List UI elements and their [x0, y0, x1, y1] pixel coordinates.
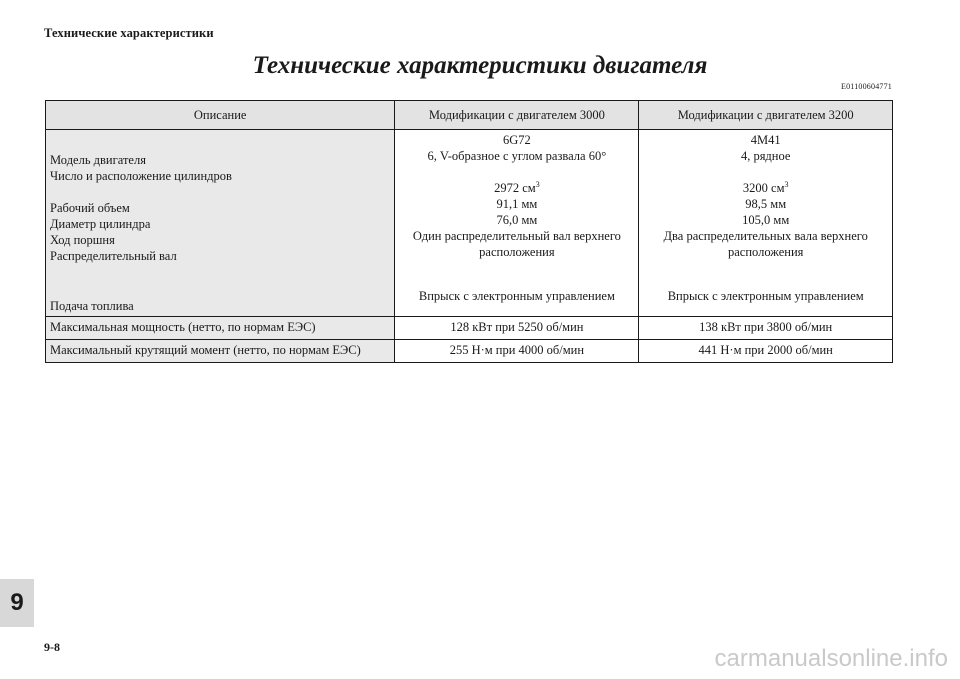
label-fuel: Подача топлива — [50, 299, 134, 313]
table-header-row — [46, 101, 893, 130]
value-model-3000: 6G72 — [503, 133, 531, 147]
section-code: E01100604771 — [841, 82, 892, 91]
engine-spec-table — [45, 100, 893, 363]
engine-3200-cell — [639, 130, 893, 317]
value-camshaft-3000: Один распределительный вал верхнего расположения — [412, 229, 621, 259]
value-bore-3200: 98,5 мм — [745, 197, 787, 211]
value-stroke-3000: 76,0 мм — [496, 213, 538, 227]
label-camshaft: Распределительный вал — [50, 249, 177, 263]
table-row — [46, 130, 893, 317]
value-cylinders-3200: 4, рядное — [740, 149, 791, 163]
description-cell — [46, 130, 395, 317]
label-bore: Диаметр цилиндра — [50, 217, 151, 231]
page-number: 9-8 — [44, 640, 60, 654]
engine-3000-cell — [395, 130, 639, 317]
chapter-tab: 9 — [0, 579, 34, 627]
label-cylinders: Число и расположение цилиндров — [50, 169, 232, 183]
value-fuel-3000: Впрыск с электронным управлением — [418, 289, 615, 303]
table-row — [46, 317, 893, 340]
value-displacement-3000: 2972 $см^3$ — [494, 179, 540, 195]
column-header-description: Описание — [46, 101, 395, 130]
label-stroke: Ход поршня — [50, 233, 115, 247]
watermark: carmanualsonline.info — [714, 645, 948, 672]
value-cylinders-3000: 6, V-образное с углом развала 60° — [427, 149, 607, 163]
label-model: Модель двигателя — [50, 153, 146, 167]
column-header-engine-3000: Модификации с двигателем 3000 — [395, 101, 639, 130]
label-torque: Максимальный крутящий момент (нетто, по нормам ЕЭС) — [46, 340, 395, 363]
value-fuel-3200: Впрыск с электронным управлением — [667, 289, 864, 303]
value-power-3200: 138 кВт при 3800 об/мин — [639, 317, 893, 340]
table-row — [46, 340, 893, 363]
label-power: Максимальная мощность (нетто, по нормам ЕЭС) — [46, 317, 395, 340]
value-bore-3000: 91,1 мм — [496, 197, 538, 211]
value-model-3200: 4M41 — [750, 133, 781, 147]
value-displacement-3200: 3200 $см^3$ — [742, 179, 789, 195]
value-camshaft-3200: Два распределительных вала верхнего расположения — [663, 229, 868, 259]
page-title: Технические характеристики двигателя — [252, 52, 708, 79]
running-head: Технические характеристики — [44, 26, 214, 40]
value-torque-3000: 255 Н·м при 4000 об/мин — [395, 340, 639, 363]
value-torque-3200: 441 Н·м при 2000 об/мин — [639, 340, 893, 363]
value-stroke-3200: 105,0 мм — [742, 213, 790, 227]
value-power-3000: 128 кВт при 5250 об/мин — [395, 317, 639, 340]
label-displacement: Рабочий объем — [50, 201, 130, 215]
column-header-engine-3200: Модификации с двигателем 3200 — [639, 101, 893, 130]
